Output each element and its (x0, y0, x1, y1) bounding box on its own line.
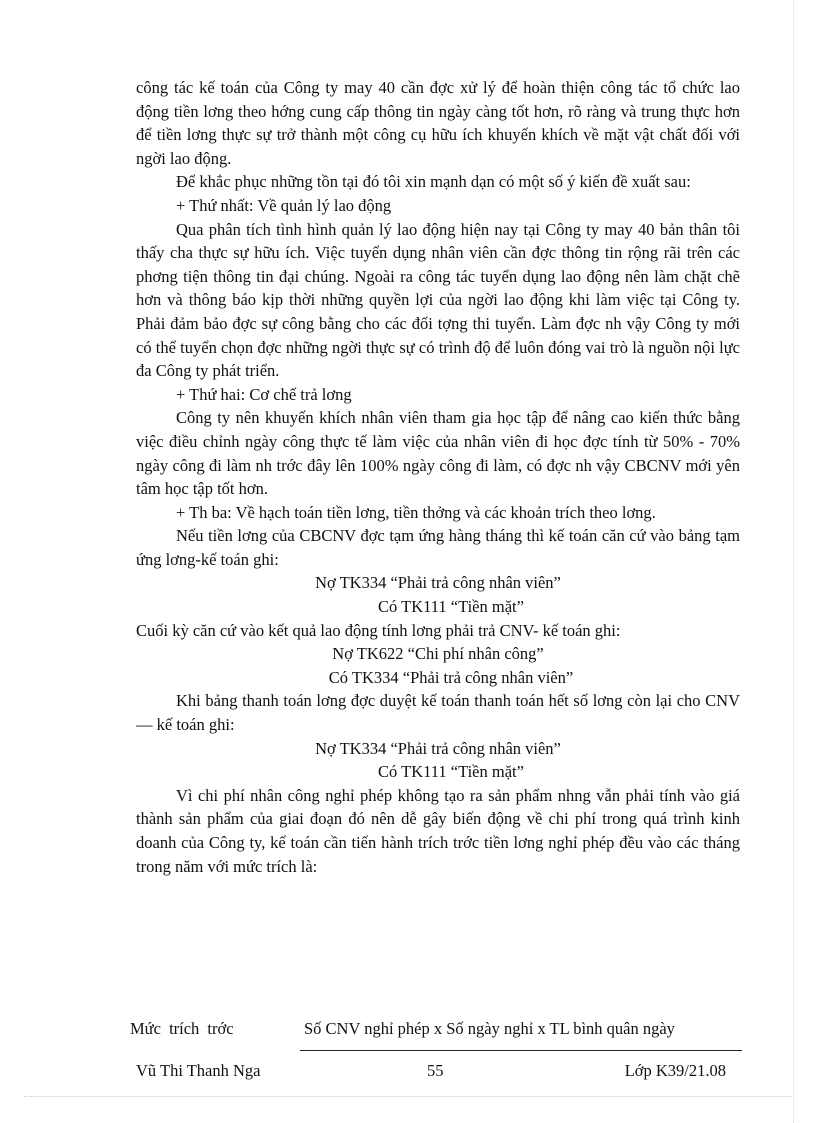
heading-third-point: + Th ba: Về hạch toán tiền lơng, tiền thởng và các khoản trích theo lơng. (176, 502, 656, 522)
document-body (136, 76, 740, 878)
entry-credit-111-b: Có TK111 “Tiền mặt” (378, 762, 524, 782)
paragraph-period-end: Cuối kỳ căn cứ vào kết quả lao động tính lơng phải trả CNV- kế toán ghi: (136, 620, 621, 640)
entry-debit-334-b: Nợ TK334 “Phải trả công nhân viên” (315, 738, 561, 758)
formula-label: Mức trích trớc (130, 1019, 234, 1038)
footer-author: Vũ Thi Thanh Nga (136, 1061, 261, 1080)
paragraph-intro: công tác kế toán của Công ty may 40 cần đợc xử lý để hoàn thiện công tác tổ chức lao động tiền lơng theo hớng cung cấp thông tin ngày càng tốt hơn, rõ ràng và trung thực hơn để tiền lơng thực sự trở thành một công cụ hữu ích khuyến khích về mặt vật chất đối với ngời lao động. (136, 78, 740, 168)
entry-credit-334: Có TK334 “Phải trả công nhân viên” (328, 667, 574, 687)
paragraph-payment: Khi bảng thanh toán lơng đợc duyệt kế toán thanh toán hết số lơng còn lại cho CNV — kế toán ghi: (136, 691, 740, 735)
page-bottom-border (24, 1096, 792, 1097)
footer-class-code: Lớp K39/21.08 (624, 1061, 726, 1080)
entry-debit-334: Nợ TK334 “Phải trả công nhân viên” (315, 573, 561, 593)
paragraph-leave-accrual: Vì chi phí nhân công nghỉ phép không tạo ra sản phẩm nhng vẫn phải tính vào giá thành sản phẩm của giai đoạn đó nên dễ gây biến động về chi phí trong quá trình kinh doanh của Công ty, kế toán cần tiến hành trích trớc tiền lơng nghỉ phép đều vào các tháng trong năm với mức trích là: (136, 785, 740, 876)
paragraph-salary-mechanism: Công ty nên khuyến khích nhân viên tham gia học tập để nâng cao kiến thức bằng việc điều chỉnh ngày công thực tế làm việc của nhân viên đi học đợc tính từ 50% - 70% ngày công đi làm nh trớc đây lên 100% ngày công đi làm, có đợc nh vậy CBCNV mới yên tâm học tập tốt hơn. (136, 408, 740, 499)
heading-second-point: + Thứ hai: Cơ chế trả lơng (176, 384, 352, 404)
paragraph-proposal: Để khắc phục những tồn tại đó tôi xin mạnh dạn có một số ý kiến đề xuất sau: (176, 172, 691, 192)
paragraph-labor-management: Qua phân tích tình hình quản lý lao động hiện nay tại Công ty may 40 bản thân tôi thấy cha thực sự hữu ích. Việc tuyển dụng nhân viên cần đợc thông tin rộng rãi trên các phơng tiện thông tin đại chúng. Ngoài ra công tác tuyển dụng lao động nên làm chặt chẽ hơn và thông báo kịp thời những quyền lợi của ngời lao động khi làm việc tại Công ty. Phải đảm bảo đợc sự công bằng cho các đối tợng thi tuyển. Làm đợc nh vậy Công ty mới có thể tuyển chọn đợc những ngời thực sự có trình độ để luôn đóng vai trò là nguồn nội lực đa Công ty phát triển. (136, 219, 740, 381)
formula-numerator: Số CNV nghỉ phép x Số ngày nghỉ x TL bình quân ngày (304, 1019, 675, 1038)
footer-rule (300, 1050, 742, 1051)
heading-first-point: + Thứ nhất: Về quản lý lao động (176, 195, 392, 215)
paragraph-advance-salary: Nếu tiền lơng của CBCNV đợc tạm ứng hàng tháng thì kế toán căn cứ vào bảng tạm ứng lơng-kế toán ghi: (136, 526, 740, 569)
page-number: 55 (427, 1061, 444, 1080)
page-right-border (793, 0, 794, 1123)
entry-credit-111: Có TK111 “Tiền mặt” (378, 597, 524, 617)
entry-debit-622: Nợ TK622 “Chi phí nhân công” (332, 644, 544, 664)
